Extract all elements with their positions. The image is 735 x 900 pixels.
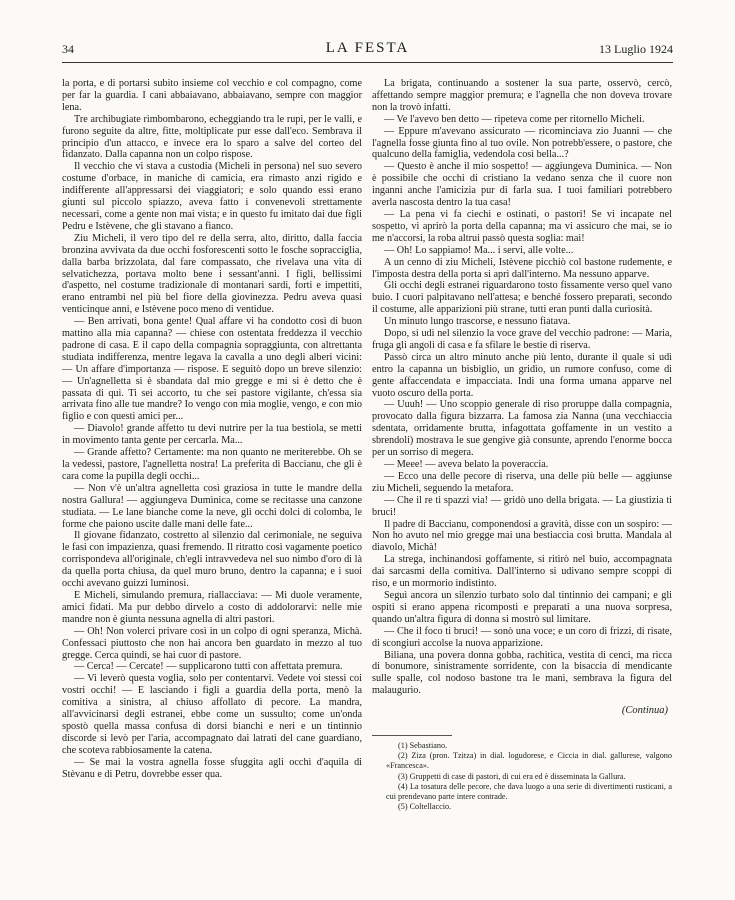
left-column: [62, 78, 362, 780]
paragraph: Gli occhi degli estranei riguardarono tosto fissamente verso quel vano buio. I cuori palpitavano nell'attesa; e benché fossero preparati, secondo il costume, alle apparizioni più strane, tutti eran punti dalla curiosità.: [372, 280, 672, 316]
paragraph: Biliana, una povera donna gobba, rachitica, vestita di cenci, ma ricca di bonumore, sinistramente sorridente, con la bisaccia di mendicante sulle spalle, col nodoso bastone tra le mani, sembrava la figura del malaugurio.: [372, 649, 672, 697]
paragraph: — Che il re ti spazzi via! — gridò uno della brigata. — La giustizia ti bruci!: [372, 494, 672, 518]
page-number: 34: [62, 42, 74, 56]
paragraph: — Se mai la vostra agnella fosse sfuggita agli occhi d'aquila di Stèvanu e di Petru, dovrebbe esser qua.: [62, 756, 362, 780]
paragraph: Il vecchio che vi stava a custodia (Micheli in persona) nel suo severo costume d'orbace, in maniche di camicia, era rimasto anzi rigido e indifferente all'appressarsi dei viaggiatori; e solo quando essi erano giunti sul piccolo spiazzo, aveva fatto i convenevoli strettamente necessari, come a gente non mai vista; e in questo fu imitato dai due figli Pedru e Istèvene, che gli stavano a fianco.: [62, 161, 362, 232]
paragraph: la porta, e di portarsi subito insieme col vecchio e col compagno, come per far la guardia. I cani abbaiavano, abbaiavano, sempre con maggior lena.: [62, 78, 362, 113]
paragraph: La brigata, continuando a sostener la sua parte, osservò, cercò, affettando sempre maggior premura; e l'agnella che non doveva trovare non la trovò infatti.: [372, 78, 672, 113]
paragraph: — Diavolo! grande affetto tu devi nutrire per la tua bestiola, se metti in movimento tanta gente per cercarla. Ma...: [62, 423, 362, 447]
paragraph: — Cerca! — Cercate! — supplicarono tutti con affettata premura.: [74, 661, 343, 673]
paragraph: — Oh! Lo sappiamo! Ma... i servi, alle volte...: [384, 244, 574, 256]
paragraph: — Oh! Non volerci privare così in un colpo di ogni speranza, Michà. Confessaci piuttosto che non hai ancora ben guardato in mezzo al tuo gregge. Cerca quindi, se hai cuor di pastore.: [62, 625, 362, 661]
right-column: [372, 78, 672, 812]
paragraph: — Grande affetto? Certamente: ma non quanto ne meriterebbe. Oh se la vedessi, pastore, l'agnelletta nostra! La preferita di Baccianu, che gli è cara come la pupilla degli occhi...: [62, 447, 362, 482]
page-header: [62, 40, 673, 60]
paragraph: Tre archibugiate rimbombarono, echeggiando tra le rupi, per le valli, e furono seguite da altre, fitte, moltiplicate pur esse dall'eco. Sembrava il principio d'un attacco, e invece era lo sparo a salve del corteo del fidanzato. Dalla capanna non un colpo rispose.: [62, 113, 362, 161]
paragraph: Il padre di Baccianu, componendosi a gravità, disse con un sospiro: — Non ho avuto nel mio gregge mai una bestiaccia così brutta. Mandala al diavolo, Michà!: [372, 518, 672, 554]
footnote: (1) Sebastiano.: [398, 741, 448, 751]
paragraph: Dopo, si udì nel silenzio la voce grave del vecchio padrone: — Maria, fruga gli angoli di casa e fa sfilare le bestie di riserva.: [372, 328, 672, 351]
paragraph: E Micheli, simulando premura, riallacciava: — Mi duole veramente, amici fidati. Ma pur debbo dirvelo a costo di addolorarvi: nelle mie mandre non è giunta nessuna agnella di altri pastori.: [62, 589, 362, 625]
paragraph: A un cenno di ziu Micheli, Istèvene picchiò col bastone rudemente, e l'imposta destra della porta si aprì dall'interno. Ma nessuno apparve.: [372, 256, 672, 280]
paragraph: — Ben arrivati, bona gente! Qual affare vi ha condotto così di buon mattino alla mia capanna? — chiese con ostentata freddezza il vecchio padrone di casa. E il capo della compagnia sopraggiunta, con altrettanta studiata indifferenza, mentre legava la cavalla a uno degli alberi vicini: — Un affare d'importanza — rispose. E seguitò dopo un breve silenzio: — Un'agnelletta si è sbandata dal mio gregge e mi si è detto che è passata di qui. Ti sei accorto, tu che sei pastore vigilante, ch'essa sia arrivata fino alle tue mandre? Io vengo con mia moglie, vengo, e con mio figlio e con questi amici per...: [62, 316, 362, 423]
header-rule: [62, 62, 673, 63]
paragraph: — Uuuh! — Uno scoppio generale di riso proruppe dalla compagnia, provocato dalla figura bizzarra. La famosa zia Nanna (una vecchiaccia sdentata, orridamente brutta, infagottata goffamente in un vestito a sbrendoli) mostrava le sue gengive già consunte, aprendo l'enorme bocca per un sorriso di megera.: [372, 399, 672, 459]
paragraph: — Non v'è un'altra agnelletta così graziosa in tutte le mandre della nostra Gallura! — aggiungeva Dumìnica, come se recitasse una canzone studiata. — Le lane bianche come la neve, gli occhi dolci di colomba, le forme che paiono uscite dalle mani delle fate...: [62, 482, 362, 530]
paragraph: — Questo è anche il mio sospetto! — aggiungeva Dumìnica. — Non è possibile che occhi di cristiano la vedano senza che il cuore non inganni anche l'amicizia pur di farla sua. I tuoi familiari potrebbero averla nascosta dentro la tua casa!: [372, 161, 672, 209]
magazine-title: LA FESTA: [325, 40, 410, 56]
footnote: (3) Gruppetti di case di pastori, di cui era ed è disseminata la Gallura.: [398, 771, 626, 781]
footnote: (2) Ziza (pron. Tzitza) in dial. logudorese, e Ciccia in dial. gallurese, valgono «Francesca».: [386, 751, 672, 771]
paragraph: Seguì ancora un silenzio turbato solo dal tintinnio dei campani; e gli ospiti si erano appena ricomposti e preparati a una nuova sorpresa, quando un'altra figura di donna si mostrò sul limitare.: [372, 589, 672, 625]
continua-label: (Continua): [621, 705, 668, 717]
footnote: (5) Coltellaccio.: [398, 802, 452, 812]
paragraph: La strega, inchinandosi goffamente, si ritirò nel buio, accompagnata dai sarcasmi della comitiva. Dall'interno si udivano sempre scoppi di riso, e un mormorio indistinto.: [372, 554, 672, 590]
paragraph: Un minuto lungo trascorse, e nessuno fiatava.: [384, 316, 571, 328]
paragraph: — La pena vi fa ciechi e ostinati, o pastori! Se vi incapate nel sospetto, vi aprirò la porta della capanna; ma vi assicuro che mai, se io me n'accorsi, la roba altrui passò questa soglia: mai!: [372, 208, 672, 244]
paragraph: Il giovane fidanzato, costretto al silenzio dal cerimoniale, ne seguiva le fasi con impazienza, quasi fremendo. Il ritratto così vagamente poetico corrispondeva all'originale, ch'egli intravvedeva nel suo nimbo d'oro di là da quella porta chiusa, da quel muro bruno, dentro la capanna; e i suoi occhi avevano guizzi luminosi.: [62, 530, 362, 590]
footnotes: [372, 741, 672, 812]
paragraph: — Ve l'avevo ben detto — ripeteva come per ritornello Micheli.: [384, 113, 645, 125]
paragraph: Passò circa un altro minuto anche più lento, durante il quale si udì entro la capanna un bisbiglio, un gridìo, un rumore confuso, come di gente affaccendata e impacciata. Indi una forma umana apparve nel vuoto oscuro della porta.: [372, 351, 672, 399]
issue-date: 13 Luglio 1924: [599, 42, 673, 56]
paragraph: Ziu Micheli, il vero tipo del re della serra, alto, diritto, dalla faccia bronzina avvivata da due occhi fosforescenti sotto le fosche sopracciglia, dalla barba brizzolata, dal fare compassato, che rivelava una vita di selvatichezza, portava molto bene i sessant'anni. I figli, bellissimi d'aspetto, nel costume tradizionale di montanari sardi, forti e impettiti, erano entrambi nel più bel fiore della giovinezza. Pedru aveva quasi venticinque anni, e Istèvene poco meno di ventidue.: [62, 232, 362, 316]
footnote: (4) La tosatura delle pecore, che dava luogo a una serie di divertimenti rusticani, a cui prendevano parte intere contrade.: [386, 781, 672, 802]
footnotes-divider: [372, 735, 452, 736]
paragraph: — Meee! — aveva belato la poveraccia.: [384, 459, 549, 470]
paragraph: — Che il foco ti bruci! — sonò una voce; e un coro di frizzi, di risate, di scongiuri accolse la nuova apparizione.: [372, 625, 672, 649]
paragraph: — Eppure m'avevano assicurato — ricominciava zio Juanni — che l'agnella fosse giunta fino al tuo ovile. Non potrebb'essere, o pastore, che qualcuno della famiglia, vedendola così bella...?: [372, 125, 672, 161]
paragraph: — Ecco una delle pecore di riserva, una delle più belle — aggiunse ziu Micheli, seguendo la metafora.: [372, 470, 672, 494]
paragraph: — Vi leverò questa voglia, solo per contentarvi. Vedete voi stessi coi vostri occhi! — E lasciando i figli a guardia della porta, menò la comitiva a sinistra, al chiuso affollato di pecore. La mandra, all'avvicinarsi degli estranei, ebbe come un sussulto; come un'onda spostò quella massa confusa di dorsi bianchi e neri e un tintinnio discorde si levò per l'aria, accompagnato dai latrati del cane guardiano, che scoteva rabbiosamente la catena.: [62, 673, 362, 756]
